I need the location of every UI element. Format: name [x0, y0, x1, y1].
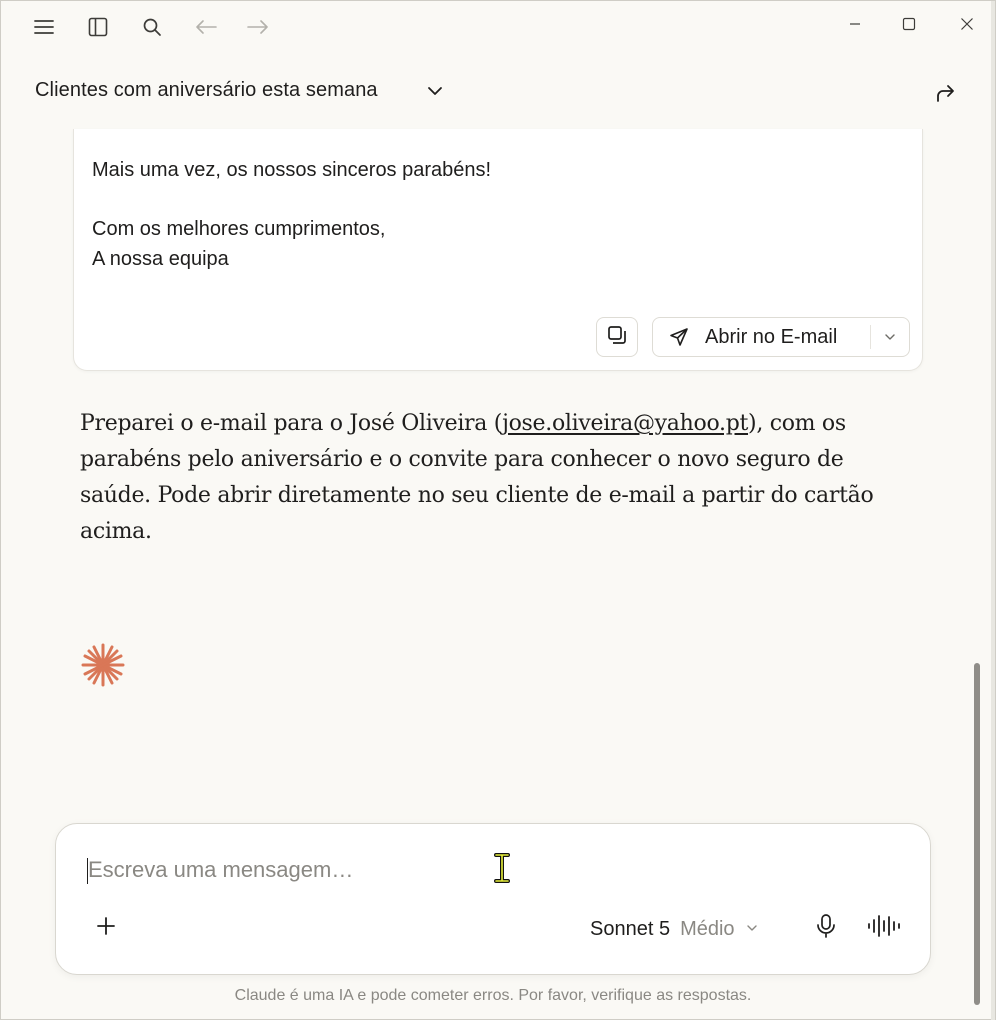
- chevron-down-icon[interactable]: [871, 330, 909, 344]
- model-selector[interactable]: [590, 914, 759, 944]
- plus-icon: [96, 916, 116, 941]
- email-line: Com os melhores cumprimentos,: [92, 218, 386, 240]
- message-input[interactable]: [88, 854, 788, 886]
- claude-spark-icon: [79, 641, 127, 689]
- copy-button[interactable]: [596, 317, 638, 357]
- disclaimer: Claude é uma IA e pode cometer erros. Por favor, verifique as respostas.: [234, 987, 752, 1004]
- message-composer: [55, 823, 931, 975]
- open-in-email-label: Abrir no E-mail: [705, 325, 838, 348]
- copy-icon: [606, 324, 628, 351]
- text-caret: [87, 858, 88, 884]
- search-icon[interactable]: [138, 13, 166, 41]
- email-line: Mais uma vez, os nossos sinceros parabéns!: [92, 159, 492, 181]
- back-arrow-icon[interactable]: [192, 13, 220, 41]
- chevron-down-icon[interactable]: [423, 79, 447, 103]
- open-in-email-button[interactable]: [652, 317, 910, 357]
- title-bar: [1, 1, 996, 57]
- effort-level: Médio: [680, 917, 735, 940]
- chevron-down-icon: [745, 918, 759, 941]
- window-edge: [991, 1, 995, 1020]
- email-card: [73, 129, 923, 371]
- share-icon[interactable]: [929, 77, 961, 109]
- microphone-button[interactable]: [808, 910, 844, 946]
- voice-mode-button[interactable]: [864, 910, 904, 946]
- reply-text: ), com os parabéns pelo aniversário e o convite para conhecer o novo seguro de saúde. Pode abrir diretamente no seu cliente de e-mail a partir do cartão acima.: [80, 411, 874, 544]
- maximize-icon[interactable]: [889, 9, 929, 39]
- add-attachment-button[interactable]: [88, 910, 124, 946]
- minimize-icon[interactable]: [835, 9, 875, 39]
- conversation-header: [1, 65, 991, 119]
- conversation-title[interactable]: Clientes com aniversário esta semana: [35, 79, 378, 101]
- scrollbar-thumb[interactable]: [974, 663, 980, 1005]
- text-cursor-icon: [493, 853, 511, 883]
- menu-icon[interactable]: [30, 13, 58, 41]
- email-line: A nossa equipa: [92, 248, 229, 270]
- sidebar-toggle-icon[interactable]: [84, 13, 112, 41]
- reply-text: Preparei o e-mail para o José Oliveira (: [80, 411, 503, 436]
- microphone-icon: [816, 913, 836, 944]
- assistant-message: [80, 406, 880, 550]
- forward-arrow-icon[interactable]: [244, 13, 272, 41]
- voice-waveform-icon: [867, 913, 901, 944]
- email-link[interactable]: jose.oliveira@yahoo.pt: [502, 411, 749, 436]
- model-name: Sonnet 5: [590, 917, 671, 940]
- send-icon: [653, 327, 705, 347]
- close-icon[interactable]: [947, 9, 987, 39]
